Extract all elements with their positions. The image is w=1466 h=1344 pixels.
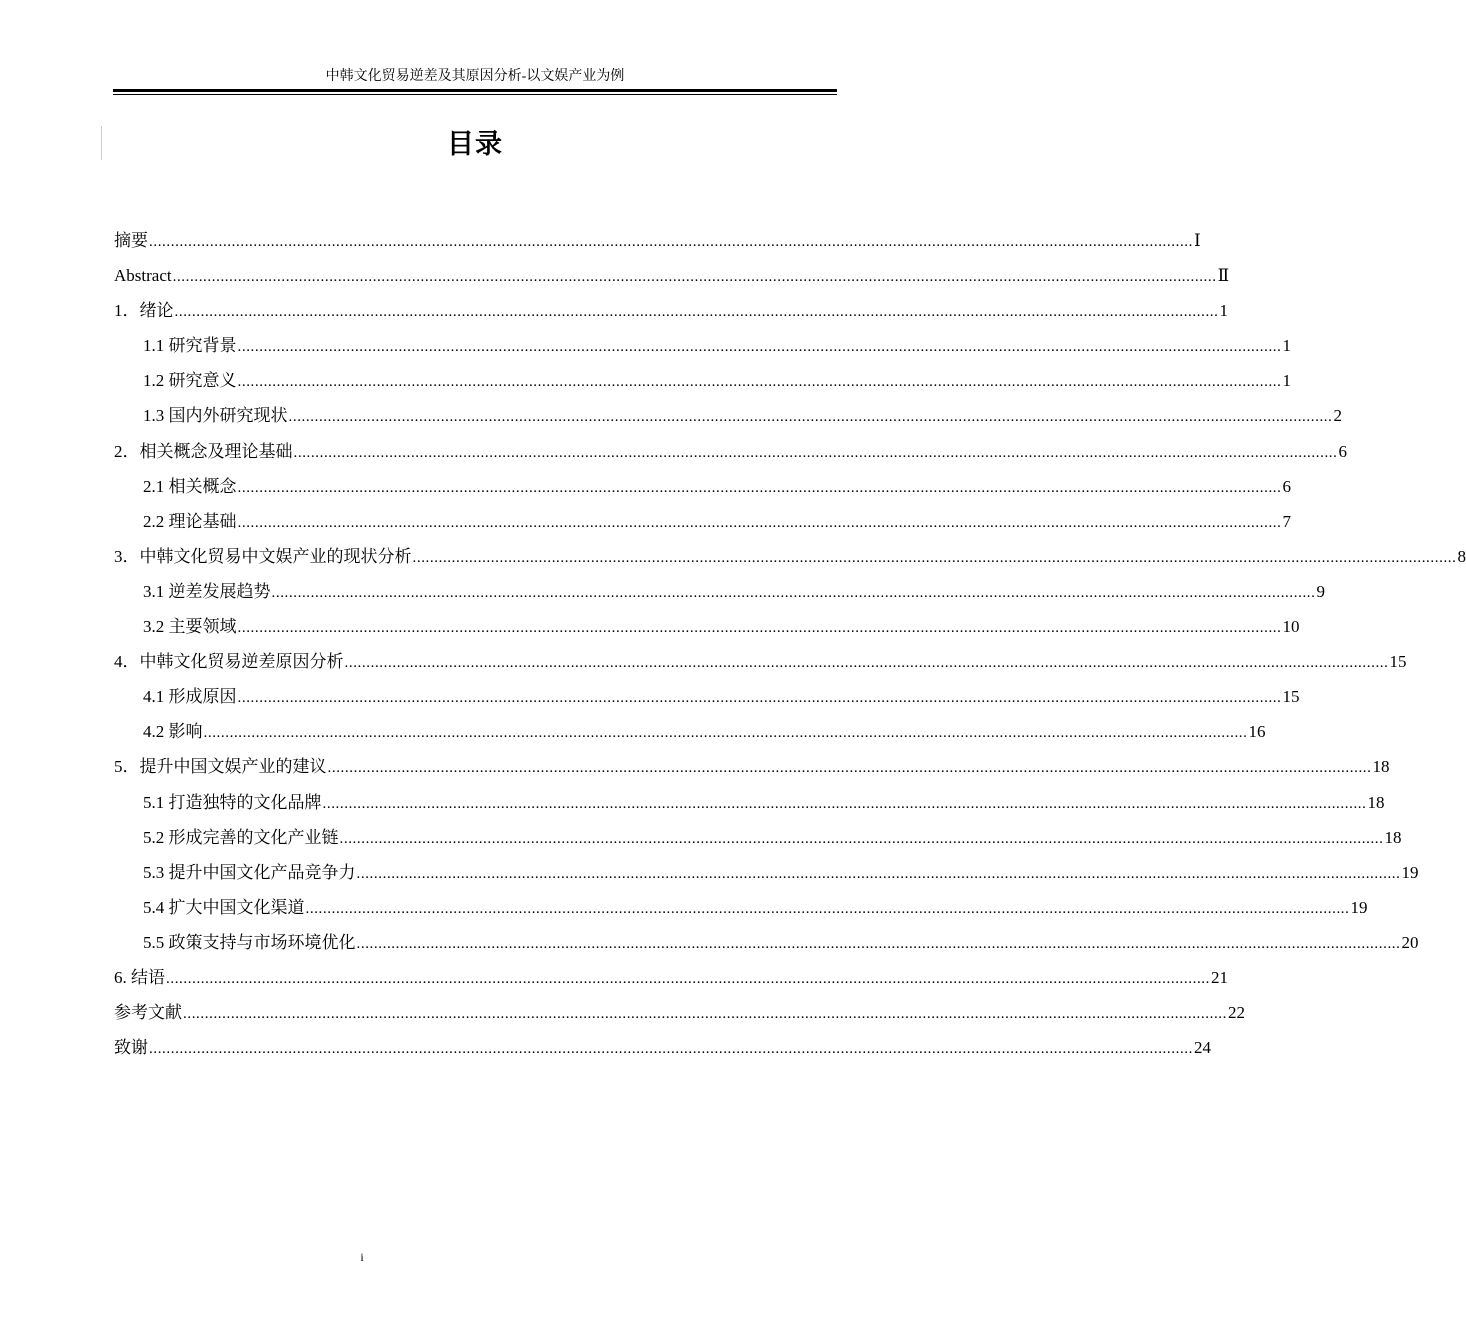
- toc-dot-leader: ................................................................................................................................................................................................................................................: [237, 514, 1282, 531]
- toc-entry-page: 15: [1282, 687, 1300, 707]
- toc-entry-page: 1: [1219, 301, 1228, 321]
- toc-entry-label: 2.2 理论基础: [143, 511, 237, 531]
- toc-entry[interactable]: [114, 820, 1402, 855]
- toc-entry[interactable]: [114, 995, 1245, 1030]
- toc-entry-label: 2．相关概念及理论基础: [114, 441, 293, 461]
- toc-entry-page: Ⅱ: [1217, 266, 1230, 286]
- toc-dot-leader: ................................................................................................................................................................................................................................................: [305, 900, 1350, 917]
- toc-entry[interactable]: [114, 785, 1385, 820]
- toc-entry-page: 6: [1282, 476, 1291, 496]
- toc-dot-leader: ................................................................................................................................................................................................................................................: [237, 374, 1282, 391]
- toc-entry-label: 3.2 主要领域: [143, 617, 237, 637]
- toc-dot-leader: ................................................................................................................................................................................................................................................: [322, 795, 1367, 812]
- toc-entry-page: 8: [1457, 546, 1466, 566]
- toc-entry[interactable]: [114, 363, 1291, 398]
- toc-entry-label: 6. 结语: [114, 967, 165, 987]
- toc-entry-label: 摘要: [114, 231, 148, 250]
- header-rule-thick: [113, 89, 837, 92]
- toc-entry[interactable]: [114, 258, 1230, 293]
- toc-entry-label: 5.4 扩大中国文化渠道: [143, 897, 305, 917]
- toc-entry[interactable]: [114, 644, 1407, 679]
- toc-dot-leader: ................................................................................................................................................................................................................................................: [172, 269, 1217, 286]
- toc-entry-label: 5．提升中国文娱产业的建议: [114, 757, 327, 777]
- toc-entry-page: 18: [1384, 827, 1402, 847]
- toc-entry[interactable]: [114, 890, 1368, 925]
- toc-entry-page: 22: [1228, 1003, 1245, 1023]
- toc-dot-leader: ................................................................................................................................................................................................................................................: [327, 760, 1372, 777]
- table-of-contents: [114, 223, 1466, 1065]
- toc-dot-leader: ................................................................................................................................................................................................................................................: [356, 865, 1401, 882]
- toc-entry-label: 1.1 研究背景: [143, 336, 237, 356]
- toc-entry-page: 7: [1282, 511, 1291, 531]
- toc-entry-label: 致谢: [114, 1038, 148, 1058]
- toc-entry-label: 2.1 相关概念: [143, 476, 237, 496]
- toc-entry-label: 5.1 打造独特的文化品牌: [143, 792, 322, 812]
- toc-dot-leader: ................................................................................................................................................................................................................................................: [149, 1041, 1193, 1058]
- toc-entry[interactable]: [114, 609, 1300, 644]
- toc-dot-leader: ................................................................................................................................................................................................................................................: [344, 655, 1389, 672]
- toc-entry-label: Abstract: [114, 266, 172, 286]
- toc-entry-label: 1.2 研究意义: [143, 371, 237, 391]
- toc-entry-page: 19: [1401, 862, 1419, 882]
- toc-entry[interactable]: [114, 398, 1342, 433]
- toc-entry-page: 20: [1401, 932, 1419, 952]
- toc-dot-leader: ................................................................................................................................................................................................................................................: [166, 970, 1210, 987]
- toc-entry-label: 4．中韩文化贸易逆差原因分析: [114, 652, 344, 672]
- toc-entry-page: 19: [1350, 897, 1368, 917]
- toc-dot-leader: ................................................................................................................................................................................................................................................: [237, 620, 1282, 637]
- toc-dot-leader: ................................................................................................................................................................................................................................................: [237, 479, 1282, 496]
- toc-entry-page: 18: [1367, 792, 1385, 812]
- toc-entry[interactable]: [114, 328, 1291, 363]
- toc-entry-page: 24: [1194, 1038, 1211, 1058]
- header-rule-thin: [113, 94, 837, 95]
- toc-entry-page: 6: [1338, 441, 1347, 461]
- toc-dot-leader: ................................................................................................................................................................................................................................................: [293, 444, 1338, 461]
- page-number: i: [360, 1250, 364, 1264]
- toc-entry[interactable]: [114, 679, 1300, 714]
- toc-entry-label: 1.3 国内外研究现状: [143, 406, 288, 426]
- toc-entry-label: 参考文献: [114, 1003, 182, 1023]
- toc-entry[interactable]: [114, 925, 1419, 960]
- toc-dot-leader: ................................................................................................................................................................................................................................................: [356, 935, 1401, 952]
- toc-entry-page: Ⅰ: [1194, 231, 1201, 250]
- toc-entry-page: 10: [1282, 617, 1300, 637]
- toc-entry-label: 5.2 形成完善的文化产业链: [143, 827, 339, 847]
- toc-entry-page: 1: [1282, 336, 1291, 356]
- toc-entry-page: 15: [1389, 652, 1407, 672]
- toc-dot-leader: ................................................................................................................................................................................................................................................: [271, 584, 1316, 601]
- toc-entry[interactable]: [114, 539, 1466, 574]
- toc-dot-leader: ................................................................................................................................................................................................................................................: [237, 339, 1282, 356]
- toc-entry-page: 1: [1282, 371, 1291, 391]
- toc-dot-leader: ................................................................................................................................................................................................................................................: [174, 304, 1219, 321]
- toc-entry-label: 4.1 形成原因: [143, 687, 237, 707]
- toc-entry[interactable]: [114, 574, 1325, 609]
- toc-entry-label: 3．中韩文化贸易中文娱产业的现状分析: [114, 546, 412, 566]
- toc-entry[interactable]: [114, 469, 1291, 504]
- toc-dot-leader: ................................................................................................................................................................................................................................................: [412, 549, 1457, 566]
- toc-title: 目录: [447, 129, 503, 160]
- toc-entry-label: 3.1 逆差发展趋势: [143, 581, 271, 601]
- toc-dot-leader: ................................................................................................................................................................................................................................................: [149, 234, 1193, 250]
- toc-entry-page: 21: [1211, 967, 1228, 987]
- toc-entry[interactable]: [114, 293, 1228, 328]
- toc-entry-page: 16: [1248, 722, 1266, 742]
- toc-dot-leader: ................................................................................................................................................................................................................................................: [183, 1006, 1227, 1023]
- toc-entry[interactable]: [114, 434, 1347, 469]
- toc-entry[interactable]: [114, 749, 1390, 784]
- toc-entry[interactable]: [114, 855, 1419, 890]
- toc-entry[interactable]: [114, 960, 1228, 995]
- toc-entry[interactable]: [114, 504, 1291, 539]
- toc-entry[interactable]: [114, 1030, 1211, 1065]
- toc-dot-leader: ................................................................................................................................................................................................................................................: [339, 830, 1384, 847]
- toc-entry-page: 18: [1372, 757, 1390, 777]
- toc-entry[interactable]: [114, 223, 1201, 258]
- toc-entry-page: 2: [1333, 406, 1342, 426]
- toc-dot-leader: ................................................................................................................................................................................................................................................: [288, 409, 1333, 426]
- toc-entry[interactable]: [114, 714, 1266, 749]
- toc-entry-label: 5.3 提升中国文化产品竞争力: [143, 862, 356, 882]
- toc-entry-label: 5.5 政策支持与市场环境优化: [143, 932, 356, 952]
- toc-entry-label: 4.2 影响: [143, 722, 203, 742]
- toc-dot-leader: ................................................................................................................................................................................................................................................: [237, 690, 1282, 707]
- running-header: 中韩文化贸易逆差及其原因分析-以文娱产业为例: [325, 69, 625, 84]
- toc-dot-leader: ................................................................................................................................................................................................................................................: [203, 725, 1248, 742]
- toc-entry-page: 9: [1316, 581, 1325, 601]
- toc-entry-label: 1．绪论: [114, 301, 174, 321]
